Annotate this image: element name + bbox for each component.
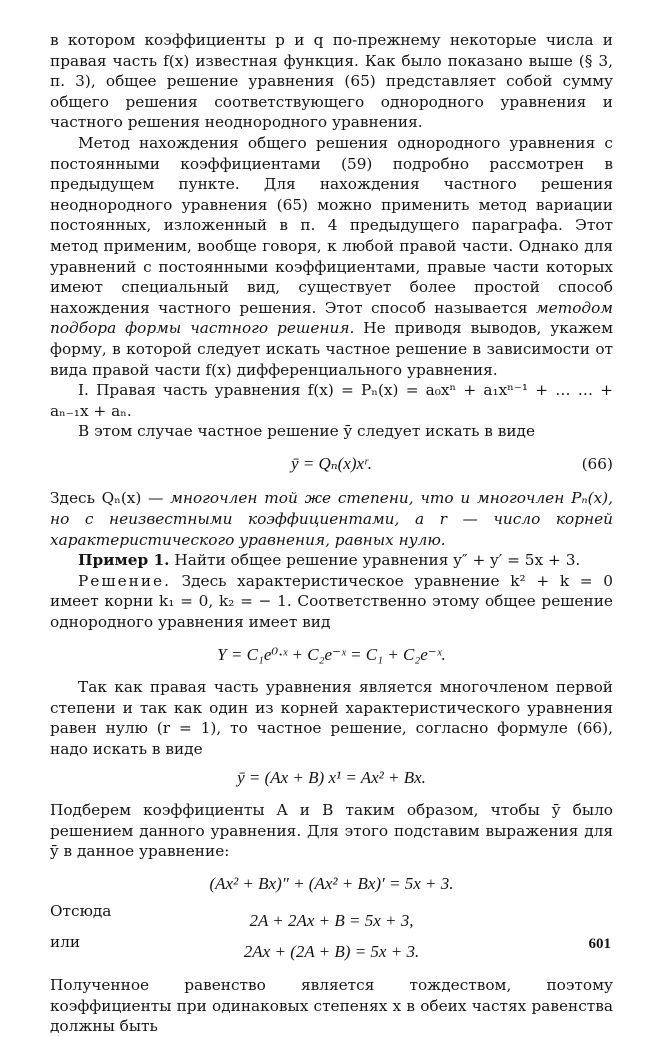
formula-general-solution: Y = C₁e⁰·ˣ + C₂e⁻ˣ = C₁ + C₂e⁻ˣ. xyxy=(217,644,446,664)
formula-particular-solution: ȳ = (Ax + B) x¹ = Ax² + Bx. xyxy=(237,767,426,787)
equation-number-66: (66) xyxy=(581,454,613,473)
paragraph-coefficients: Подберем коэффициенты A и B таким образом, чтобы ȳ было решением данного уравнения. Для этого подставим выражения для ȳ в данное уравнение: xyxy=(50,801,613,861)
page-number: 601 xyxy=(588,936,611,952)
label-ili: или xyxy=(50,932,81,951)
case-one-heading: I. Правая часть уравнения f(x) = Pₙ(x) = a₀xⁿ + a₁xⁿ⁻¹ + … … + aₙ₋₁x + aₙ. xyxy=(50,381,613,420)
paragraph-intro: в котором коэффициенты p и q по-прежнему некоторые числа и правая часть f(x) известная функция. Как было показано выше (§ 3, п. 3), общее решение уравнения (65) представляет собой сумму общего решения соответствующего однородного уравнения и частного решения неоднородного уравнения. xyxy=(50,31,613,132)
method-text-a: Метод нахождения общего решения однородного уравнения с постоянными коэффициентами (59) подробно рассмотрен в предыдущем пункте. Для нахождения частного решения неоднородного уравнения (65) можно применить метод вариации постоянных, изложенный в п. 4 предыдущего параграфа. Этот метод применим, вообще говоря, к любой правой части. Однако для уравнений с постоянными коэффициентами, правые части которых имеют специальный вид, существует более простой способ нахождения частного решения. Этот способ называется xyxy=(50,133,613,317)
paragraph-method xyxy=(50,133,613,380)
definition-italic: многочлен той же степени, что и многочлен Pₙ(x), но с неизвестными коэффициентами, а r — число корней характеристического уравнения, равных нулю. xyxy=(50,489,613,549)
formula-66 xyxy=(50,454,613,475)
example-one xyxy=(50,550,613,571)
formula-66-expression: ȳ = Qₙ(x)xʳ. xyxy=(290,453,373,473)
example-text: Найти общее решение уравнения y″ + y′ = 5x + 3. xyxy=(169,551,581,570)
paragraph-case-one: В этом случае частное решение ȳ следует искать в виде xyxy=(78,422,536,441)
solution-label: Решение. xyxy=(78,571,171,590)
method-text-b: Не приводя выводов, укажем форму, в которой следует искать частное решение в зависимости от вида правой части f(x) дифференциального уравнения. xyxy=(50,319,613,379)
paragraph-definition xyxy=(50,488,613,550)
solution-text: Здесь характеристическое уравнение k² + k = 0 имеет корни k₁ = 0, k₂ = − 1. Соответственно этому общее решение однородного уравнения имеет вид xyxy=(50,571,613,632)
example-label: Пример 1. xyxy=(78,551,170,570)
definition-lead: Здесь Qₙ(x) — xyxy=(50,489,171,508)
paragraph-particular: Так как правая часть уравнения является многочленом первой степени и так как один из корней характеристического уравнения равен нулю (r = 1), то частное решение, согласно формуле (66), надо искать в виде xyxy=(50,678,613,758)
label-otsyuda: Отсюда xyxy=(50,901,112,920)
paragraph-identity: Полученное равенство является тождеством, поэтому коэффициенты при одинаковых степенях x в обеих частях равенства должны быть xyxy=(50,975,613,1036)
formula-substitution: (Ax² + Bx)″ + (Ax² + Bx)′ = 5x + 3. xyxy=(209,873,454,893)
method-term: методом подбора формы частного решения. xyxy=(50,298,613,338)
solution xyxy=(50,571,613,633)
formula-result-two: 2Ax + (2A + B) = 5x + 3. xyxy=(243,942,420,962)
formula-result-one: 2A + 2Ax + B = 5x + 3, xyxy=(249,911,414,931)
